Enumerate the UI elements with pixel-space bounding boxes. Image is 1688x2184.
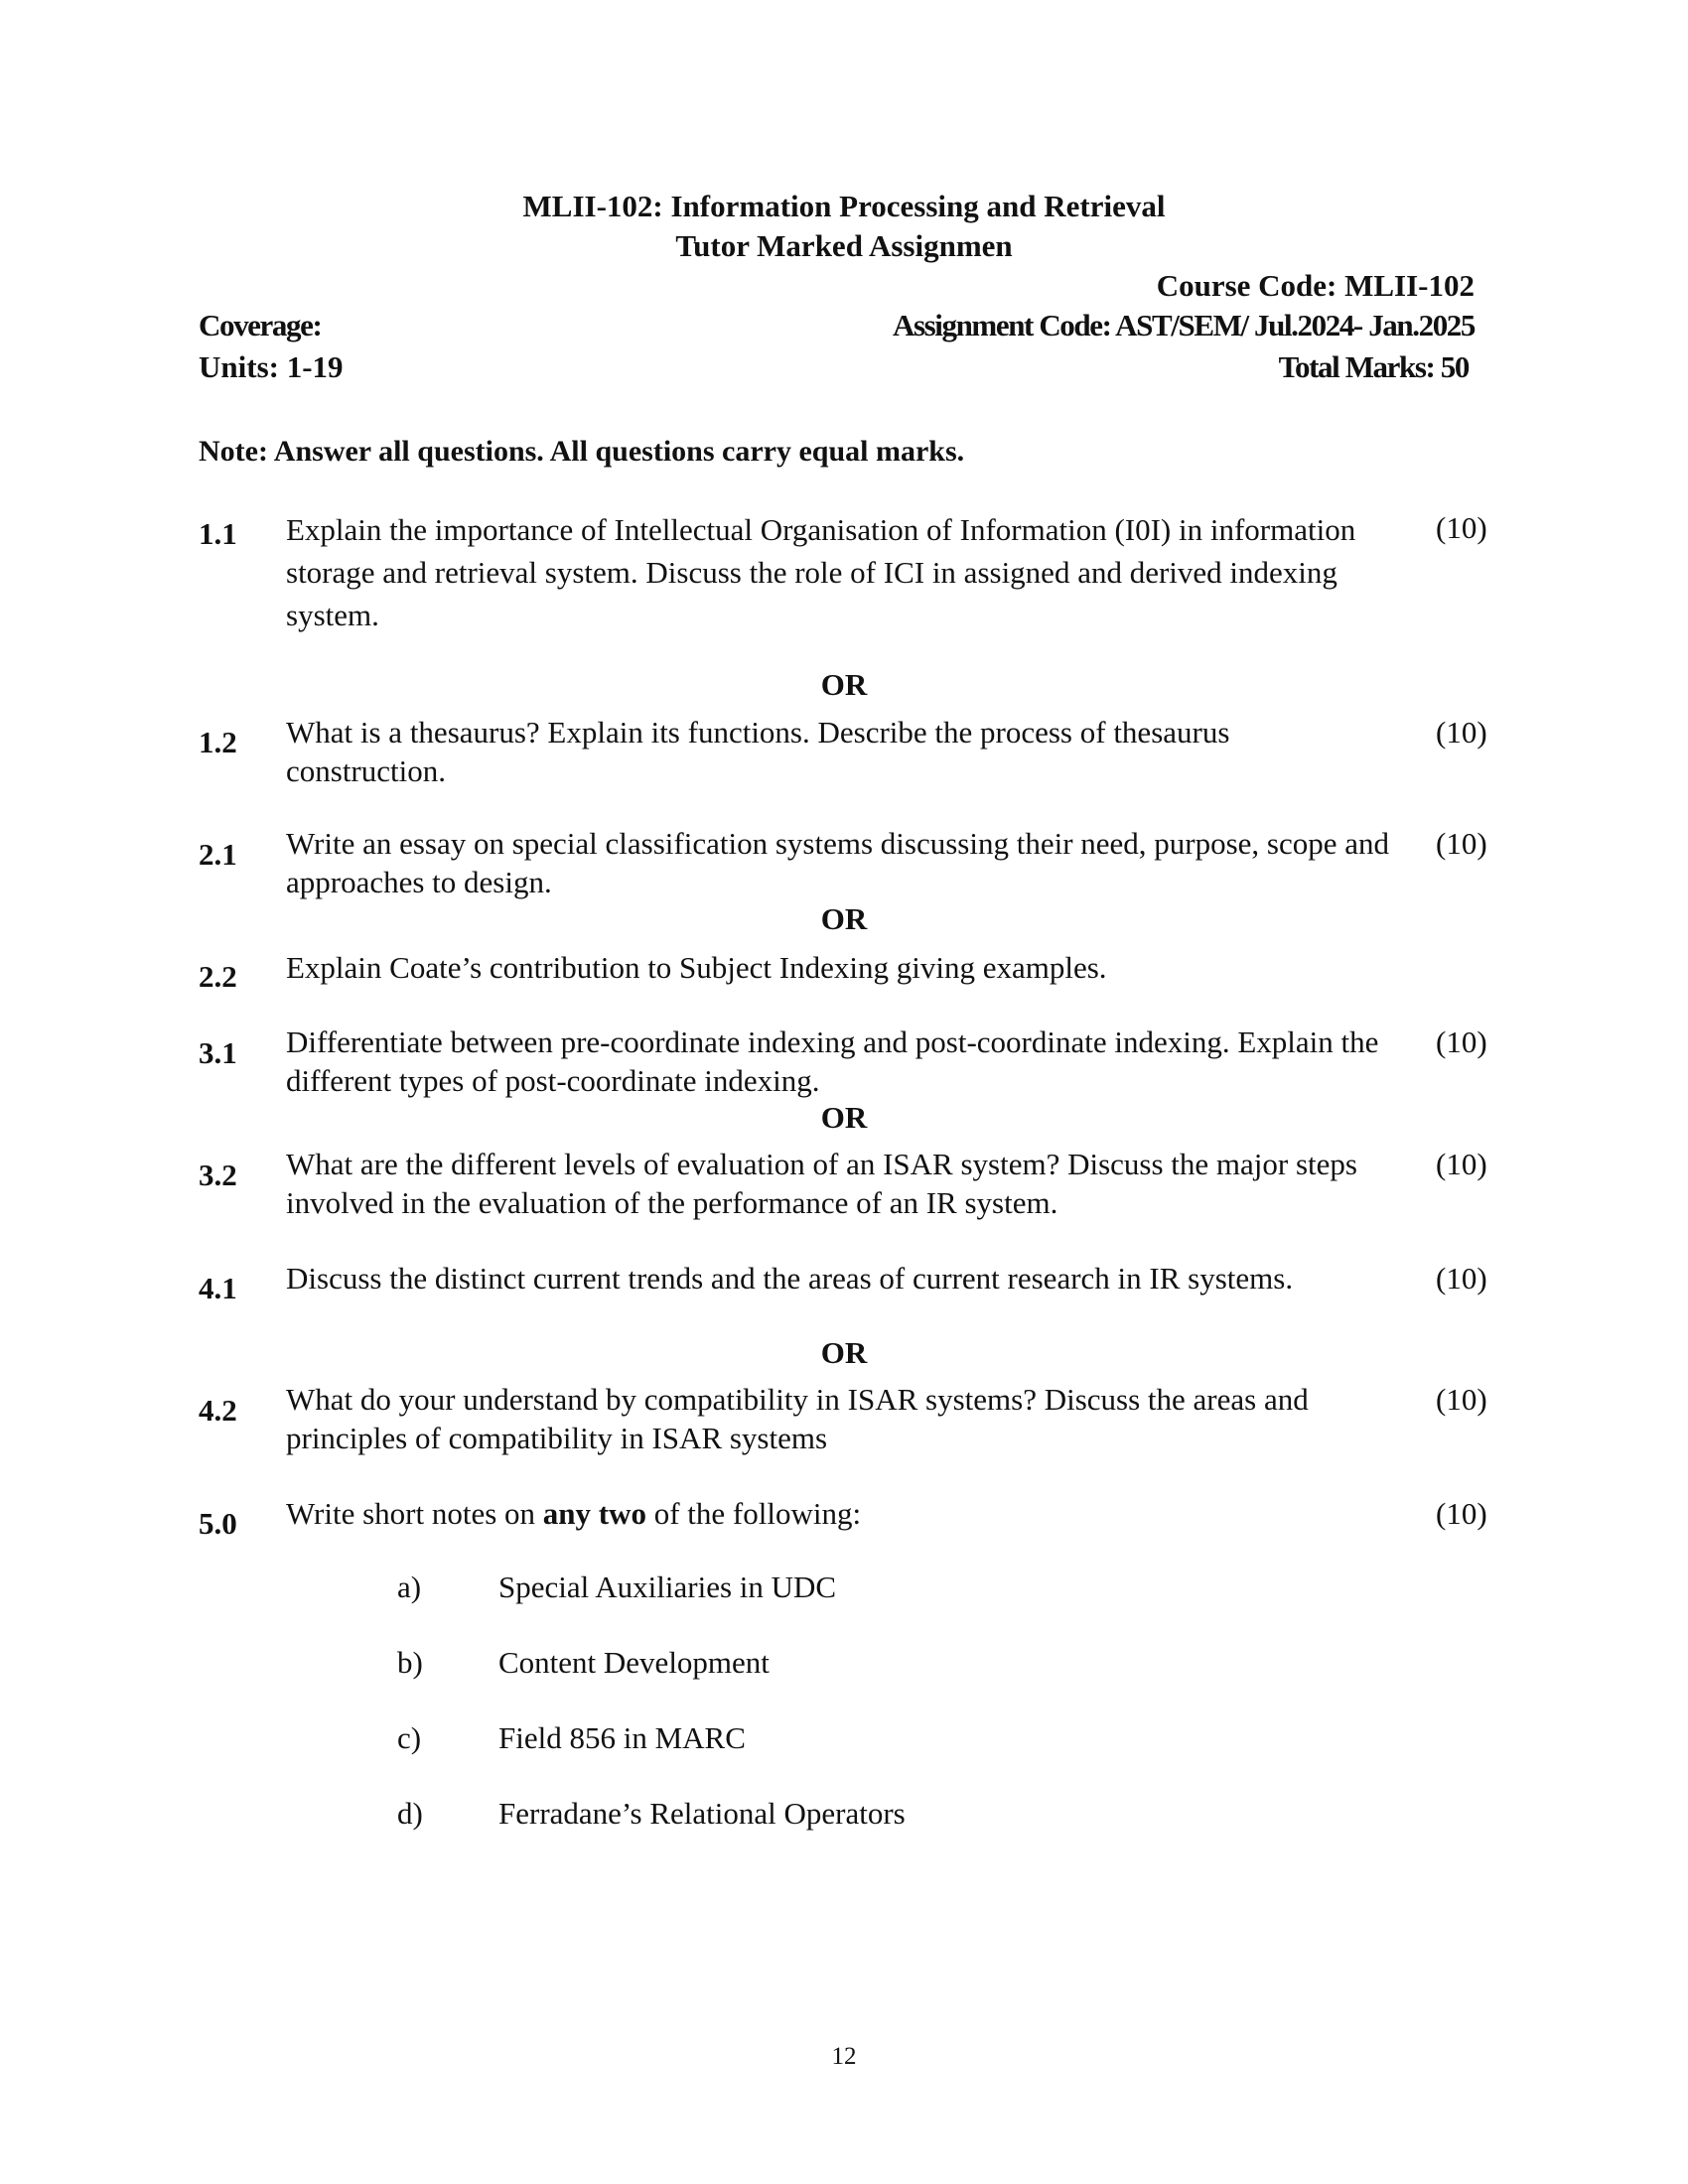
page-number: 12: [831, 2043, 857, 2070]
question-number: 3.1: [199, 1035, 237, 1070]
total-marks: Total Marks: 50: [1278, 349, 1469, 384]
question-marks: (10): [1436, 1024, 1487, 1059]
question-marks: (10): [1436, 826, 1487, 861]
question-text: [286, 1494, 1396, 1533]
sub-item-text: Field 856 in MARC: [498, 1720, 746, 1755]
question-text: Explain Coate’s contribution to Subject Indexing giving examples.: [286, 950, 1107, 985]
coverage-label: Coverage:: [199, 308, 322, 342]
or-separator: OR: [820, 901, 868, 936]
question-text: Discuss the distinct current trends and the areas of current research in IR systems.: [286, 1261, 1294, 1296]
course-code: Course Code: MLII-102: [1156, 268, 1475, 303]
question-text: What is a thesaurus? Explain its functions. Describe the process of thesaurus construction.: [286, 715, 1230, 788]
question-marks: (10): [1436, 510, 1487, 545]
sub-item-letter: c): [397, 1720, 422, 1755]
assignment-code: Assignment Code: AST/SEM/ Jul.2024- Jan.2025: [892, 308, 1475, 342]
question-marks: (10): [1436, 1382, 1487, 1417]
question-marks: (10): [1436, 1496, 1487, 1531]
or-separator: OR: [820, 667, 868, 702]
question-number: 4.2: [199, 1393, 237, 1428]
sub-item-text: Special Auxiliaries in UDC: [498, 1570, 837, 1604]
question-number: 4.1: [199, 1271, 237, 1305]
question-marks: (10): [1436, 715, 1487, 750]
or-separator: OR: [820, 1100, 868, 1135]
question-marks: (10): [1436, 1261, 1487, 1296]
question-number: 2.2: [199, 959, 237, 994]
question-text-start: Write short notes on: [286, 1496, 543, 1531]
question-text-emphasis: any two: [542, 1496, 646, 1531]
instructions-note: Note: Answer all questions. All questions carry equal marks.: [199, 435, 965, 468]
sub-item-text: Ferradane’s Relational Operators: [498, 1796, 906, 1831]
question-number: 1.2: [199, 725, 237, 759]
sub-item-letter: a): [397, 1570, 422, 1604]
question-number: 1.1: [199, 516, 237, 551]
question-number: 2.1: [199, 837, 237, 872]
sub-item-text: Content Development: [498, 1645, 770, 1680]
document-subtitle: Tutor Marked Assignmen: [675, 228, 1013, 263]
units-label: Units: 1-19: [199, 349, 344, 384]
question-number: 5.0: [199, 1506, 237, 1541]
or-separator: OR: [820, 1335, 868, 1370]
sub-item-letter: d): [397, 1796, 423, 1831]
question-text: What are the different levels of evaluation of an ISAR system? Discuss the major steps involved in the evaluation of the performance of an IR system.: [286, 1147, 1357, 1220]
question-number: 3.2: [199, 1158, 237, 1192]
question-text: Write an essay on special classification systems discussing their need, purpose, scope and approaches to design.: [286, 826, 1390, 899]
question-text: Explain the importance of Intellectual Organisation of Information (I0I) in information storage and retrieval system. Discuss the role of ICI in assigned and derived indexing system.: [286, 512, 1356, 632]
question-text-end: of the following:: [645, 1496, 862, 1531]
sub-item-letter: b): [397, 1645, 423, 1680]
question-marks: (10): [1436, 1147, 1487, 1181]
question-text: What do your understand by compatibility in ISAR systems? Discuss the areas and principles of compatibility in ISAR systems: [286, 1382, 1309, 1455]
document-title: MLII-102: Information Processing and Retrieval: [522, 189, 1166, 223]
question-text: Differentiate between pre-coordinate indexing and post-coordinate indexing. Explain the different types of post-coordinate indexing.: [286, 1024, 1379, 1098]
